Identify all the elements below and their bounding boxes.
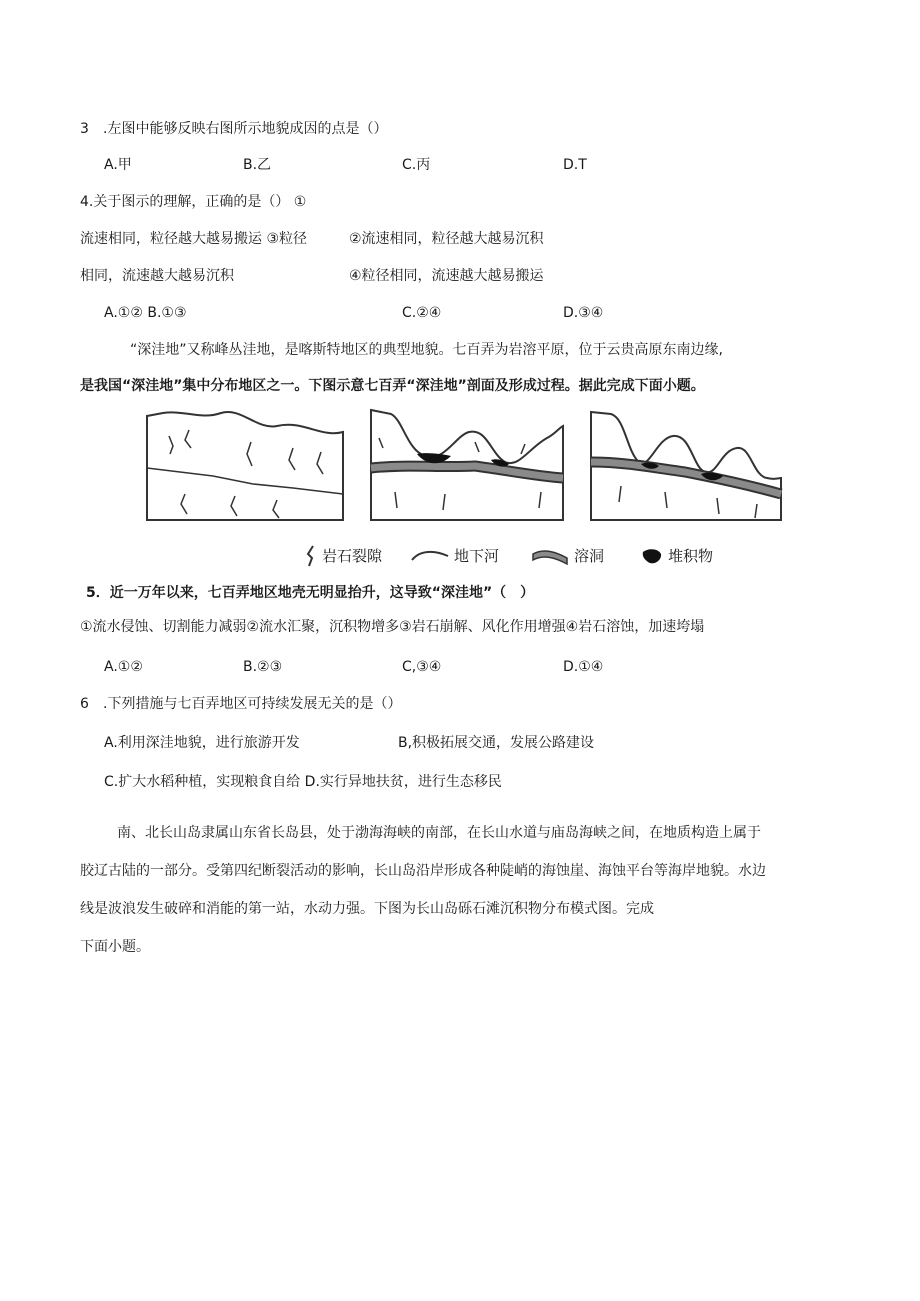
passage2-line2: 胶辽古陆的一部分。受第四纪断裂活动的影响，长山岛沿岸形成各种陡峭的海蚀崖、海蚀平台等海岸地貌。水边: [80, 863, 766, 879]
legend-label-river: 地下河: [454, 547, 500, 565]
q5-option-c: C,③④: [402, 659, 442, 675]
q4-option-ab: A.①② B.①③: [104, 305, 187, 321]
q5-option-b: B.②③: [243, 659, 283, 675]
q6-number: 6: [80, 696, 89, 712]
q3-option-d: D.T: [563, 157, 587, 173]
passage1-line1: “深洼地”又称峰丛洼地，是喀斯特地区的典型地貌。七百弄为岩溶平原，位于云贵高原东南边缘,: [130, 342, 723, 358]
q4-option-d: D.③④: [563, 305, 604, 321]
q4-line2b: ②流速相同，粒径越大越易沉积: [349, 231, 544, 247]
q4-line2a: 流速相同，粒径越大越易搬运 ③粒径: [80, 231, 308, 247]
passage1-line2: 是我国“深洼地”集中分布地区之一。下图示意七百弄“深洼地”剖面及形成过程。据此完成下面小题。: [80, 378, 705, 394]
karst-panel-2: [371, 410, 563, 520]
cave-icon: [530, 544, 570, 568]
q6-option-b: B,积极拓展交通，发展公路建设: [398, 735, 595, 751]
legend-label-deposit: 堆积物: [668, 547, 714, 565]
legend-label-cave: 溶洞: [574, 547, 605, 565]
crack-icon: [304, 544, 318, 568]
passage2-line4: 下面小题。: [80, 939, 150, 955]
karst-cross-section-diagram: [145, 408, 785, 523]
q6-option-cd: C.扩大水稻种植，实现粮食自给 D.实行异地扶贫，进行生态移民: [104, 774, 502, 790]
q5-choices: ①流水侵蚀、切割能力减弱②流水汇聚，沉积物增多③岩石崩解、风化作用增强④岩石溶蚀，加速垮塌: [80, 619, 705, 635]
q5-option-a: A.①②: [104, 659, 143, 675]
passage2-line1: 南、北长山岛隶属山东省长岛县，处于渤海海峡的南部，在长山水道与庙岛海峡之间，在地质构造上属于: [117, 825, 761, 841]
q3-number: 3: [80, 121, 89, 137]
legend-label-crack: 岩石裂隙: [322, 547, 383, 565]
q3-stem: .左图中能够反映右图所示地貌成因的点是（）: [103, 121, 388, 137]
q3-option-c: C.丙: [402, 157, 431, 173]
q4-line3a: 相同，流速越大越易沉积: [80, 268, 234, 284]
q4-stem: 4.关于图示的理解，正确的是（） ①: [80, 194, 307, 210]
q4-option-c: C.②④: [402, 305, 442, 321]
q6-option-a: A.利用深洼地貌，进行旅游开发: [104, 735, 300, 751]
q4-line3b: ④粒径相同，流速越大越易搬运: [349, 268, 544, 284]
q5-stem: 5．近一万年以来，七百弄地区地壳无明显抬升，这导致“深洼地”（ ）: [86, 585, 535, 601]
q6-stem: .下列措施与七百弄地区可持续发展无关的是（）: [103, 696, 402, 712]
karst-panel-1: [147, 412, 343, 520]
passage2-line3: 线是波浪发生破碎和消能的第一站，水动力强。下图为长山岛砾石滩沉积物分布模式图。完成: [80, 901, 654, 917]
q3-option-b: B.乙: [243, 157, 272, 173]
q3-option-a: A.甲: [104, 157, 132, 173]
q5-option-d: D.①④: [563, 659, 604, 675]
deposit-icon: [640, 544, 664, 568]
karst-panel-3: [591, 412, 781, 520]
river-icon: [410, 544, 450, 568]
